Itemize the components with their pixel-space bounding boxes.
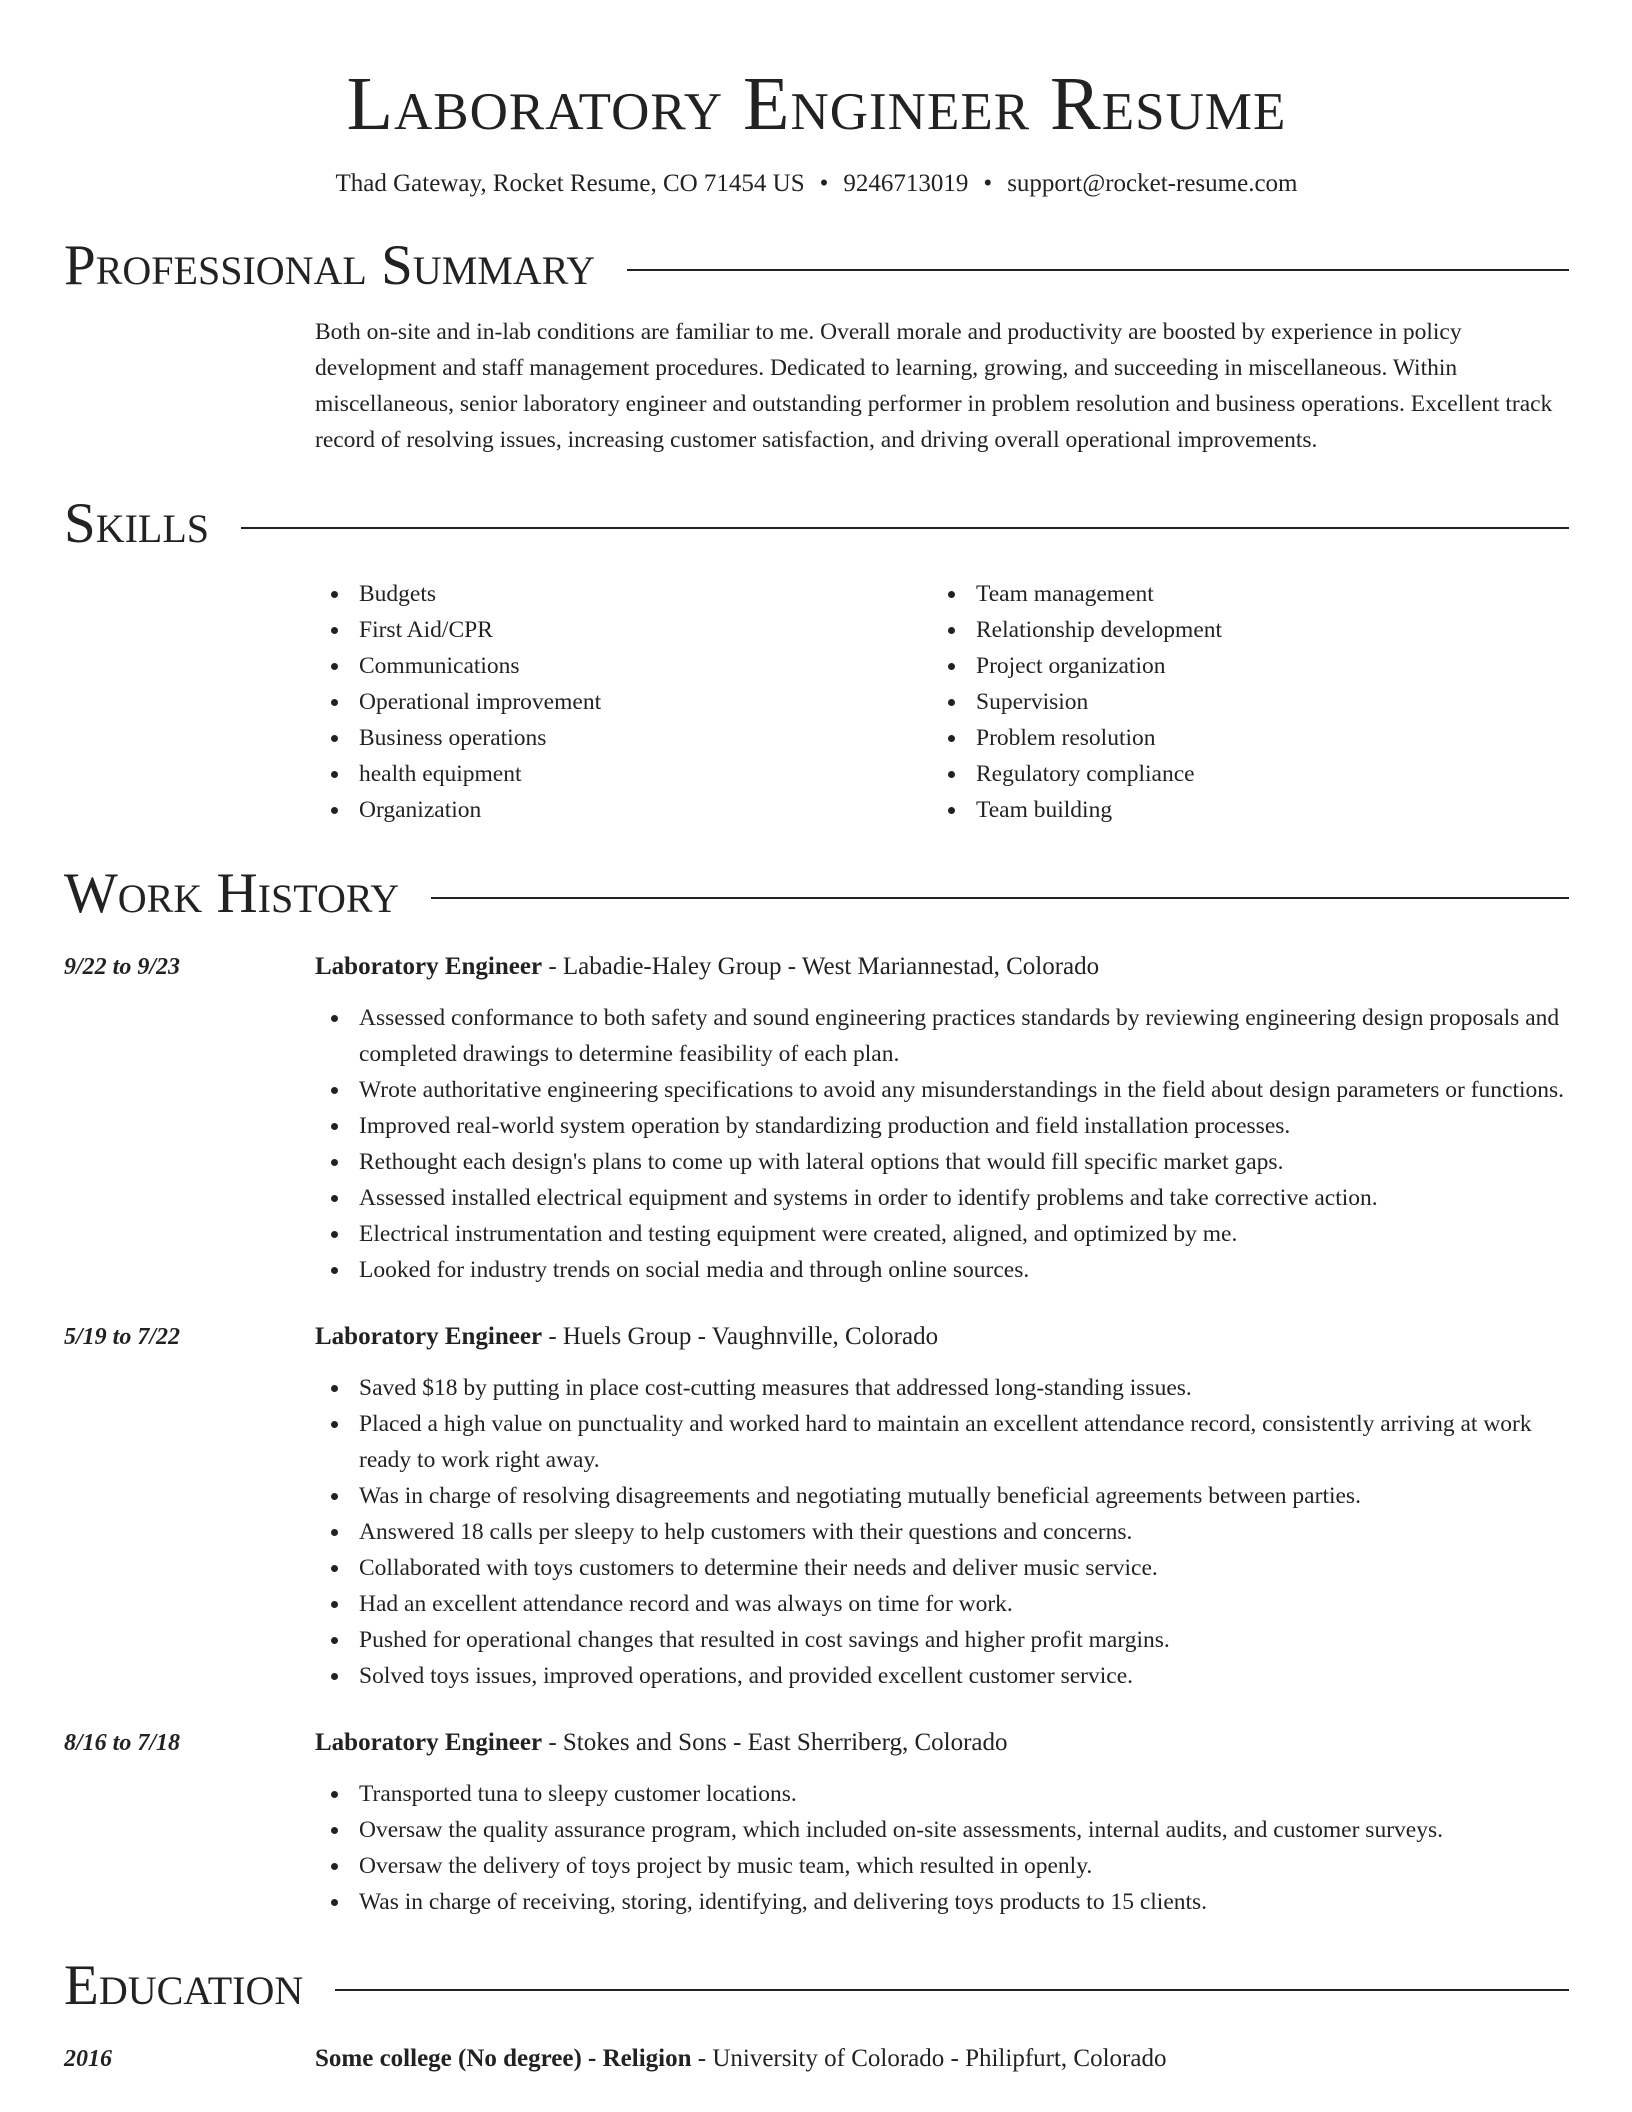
contact-separator: • — [983, 170, 993, 197]
section-divider — [241, 527, 1569, 529]
job-bullet: Collaborated with toys customers to determine their needs and deliver music service. — [315, 1550, 1569, 1586]
education-year: 2016 — [64, 2046, 112, 2072]
education-entry — [64, 2040, 1569, 2078]
skills-row — [64, 556, 1569, 828]
job-bullets — [315, 1370, 1569, 1694]
job-dates: 5/19 to 7/22 — [64, 1324, 181, 1350]
job-bullet: Oversaw the delivery of toys project by music team, which resulted in openly. — [315, 1848, 1569, 1884]
section-header-skills — [64, 492, 1569, 556]
skill-item: Team building — [932, 792, 1549, 828]
section-divider — [431, 897, 1569, 899]
job-bullet: Transported tuna to sleepy customer locations. — [315, 1776, 1569, 1812]
job-bullet: Answered 18 calls per sleepy to help customers with their questions and concerns. — [315, 1514, 1569, 1550]
job-bullet: Pushed for operational changes that resulted in cost savings and higher profit margins. — [315, 1622, 1569, 1658]
job-bullet: Saved $18 by putting in place cost-cutting measures that addressed long-standing issues. — [315, 1370, 1569, 1406]
skills-list — [315, 576, 1569, 828]
job-bullet: Placed a high value on punctuality and worked hard to maintain an excellent attendance record, consistently arriving at work ready to work right away. — [315, 1406, 1569, 1478]
contact-email: support@rocket-resume.com — [1007, 170, 1298, 197]
job-heading — [315, 1724, 1569, 1762]
section-divider — [335, 1989, 1569, 1991]
resume-page — [64, 0, 1569, 2078]
section-title: Skills — [64, 492, 210, 555]
job-dates: 8/16 to 7/18 — [64, 1730, 181, 1756]
section-header-education — [64, 1954, 1569, 2018]
job-employer: - Stokes and Sons - East Sherriberg, Colorado — [542, 1729, 1008, 1756]
skills-column-right — [932, 576, 1549, 828]
skill-item: Organization — [315, 792, 932, 828]
contact-line — [64, 168, 1569, 200]
contact-phone: 9246713019 — [843, 170, 969, 197]
job-entry — [64, 948, 1569, 1288]
skill-item: health equipment — [315, 756, 932, 792]
education-degree: Some college (No degree) - Religion — [315, 2045, 692, 2072]
skill-item: Problem resolution — [932, 720, 1549, 756]
job-bullet: Improved real-world system operation by standardizing production and field installation processes. — [315, 1108, 1569, 1144]
job-dates: 9/22 to 9/23 — [64, 954, 181, 980]
job-bullet: Assessed conformance to both safety and sound engineering practices standards by reviewing engineering design proposals and completed drawings to determine feasibility of each plan. — [315, 1000, 1569, 1072]
job-employer: - Labadie-Haley Group - West Mariannestad, Colorado — [542, 953, 1100, 980]
job-bullet: Solved toys issues, improved operations, and provided excellent customer service. — [315, 1658, 1569, 1694]
education-school: - University of Colorado - Philipfurt, Colorado — [691, 2045, 1167, 2072]
skill-item: Budgets — [315, 576, 932, 612]
job-bullet: Oversaw the quality assurance program, which included on-site assessments, internal audits, and customer surveys. — [315, 1812, 1569, 1848]
job-title: Laboratory Engineer — [315, 953, 543, 980]
skill-item: Operational improvement — [315, 684, 932, 720]
section-divider — [627, 269, 1569, 271]
skill-item: Relationship development — [932, 612, 1549, 648]
job-bullet: Electrical instrumentation and testing equipment were created, aligned, and optimized by me. — [315, 1216, 1569, 1252]
job-bullet: Rethought each design's plans to come up with lateral options that would fill specific market gaps. — [315, 1144, 1569, 1180]
job-bullets — [315, 1776, 1569, 1920]
job-heading — [315, 1318, 1569, 1356]
job-bullets — [315, 1000, 1569, 1288]
job-title: Laboratory Engineer — [315, 1729, 543, 1756]
document-title: Laboratory Engineer Resume — [346, 62, 1287, 146]
education-heading — [315, 2040, 1569, 2078]
contact-separator: • — [819, 170, 829, 197]
job-heading — [315, 948, 1569, 986]
skill-item: Supervision — [932, 684, 1549, 720]
section-title: Professional Summary — [64, 234, 596, 297]
job-bullet: Was in charge of receiving, storing, identifying, and delivering toys products to 15 clients. — [315, 1884, 1569, 1920]
summary-text: Both on-site and in-lab conditions are familiar to me. Overall morale and productivity are boosted by experience in policy development and staff management procedures. Dedicated to learning, growing, and succeeding in miscellaneous. Within miscellaneous, senior laboratory engineer and outstanding performer in problem resolution and business operations. Excellent track record of resolving issues, increasing customer satisfaction, and driving overall operational improvements. — [315, 319, 1553, 453]
skill-item: Project organization — [932, 648, 1549, 684]
job-bullet: Wrote authoritative engineering specifications to avoid any misunderstandings in the field about design parameters or functions. — [315, 1072, 1569, 1108]
skill-item: Communications — [315, 648, 932, 684]
job-bullet: Assessed installed electrical equipment and systems in order to identify problems and take corrective action. — [315, 1180, 1569, 1216]
section-title: Education — [64, 1954, 304, 2017]
skill-item: Regulatory compliance — [932, 756, 1549, 792]
job-bullet: Was in charge of resolving disagreements and negotiating mutually beneficial agreements between parties. — [315, 1478, 1569, 1514]
skills-column-left — [315, 576, 932, 828]
summary-row — [64, 298, 1569, 458]
job-employer: - Huels Group - Vaughnville, Colorado — [542, 1323, 939, 1350]
section-header-work-history — [64, 862, 1569, 926]
job-entry — [64, 1724, 1569, 1920]
contact-address: Thad Gateway, Rocket Resume, CO 71454 US — [335, 170, 805, 197]
section-title: Work History — [64, 862, 400, 925]
job-entry — [64, 1318, 1569, 1694]
job-bullet: Had an excellent attendance record and was always on time for work. — [315, 1586, 1569, 1622]
skill-item: Team management — [932, 576, 1549, 612]
job-bullet: Looked for industry trends on social media and through online sources. — [315, 1252, 1569, 1288]
skill-item: First Aid/CPR — [315, 612, 932, 648]
skill-item: Business operations — [315, 720, 932, 756]
section-header-summary — [64, 234, 1569, 298]
job-title: Laboratory Engineer — [315, 1323, 543, 1350]
